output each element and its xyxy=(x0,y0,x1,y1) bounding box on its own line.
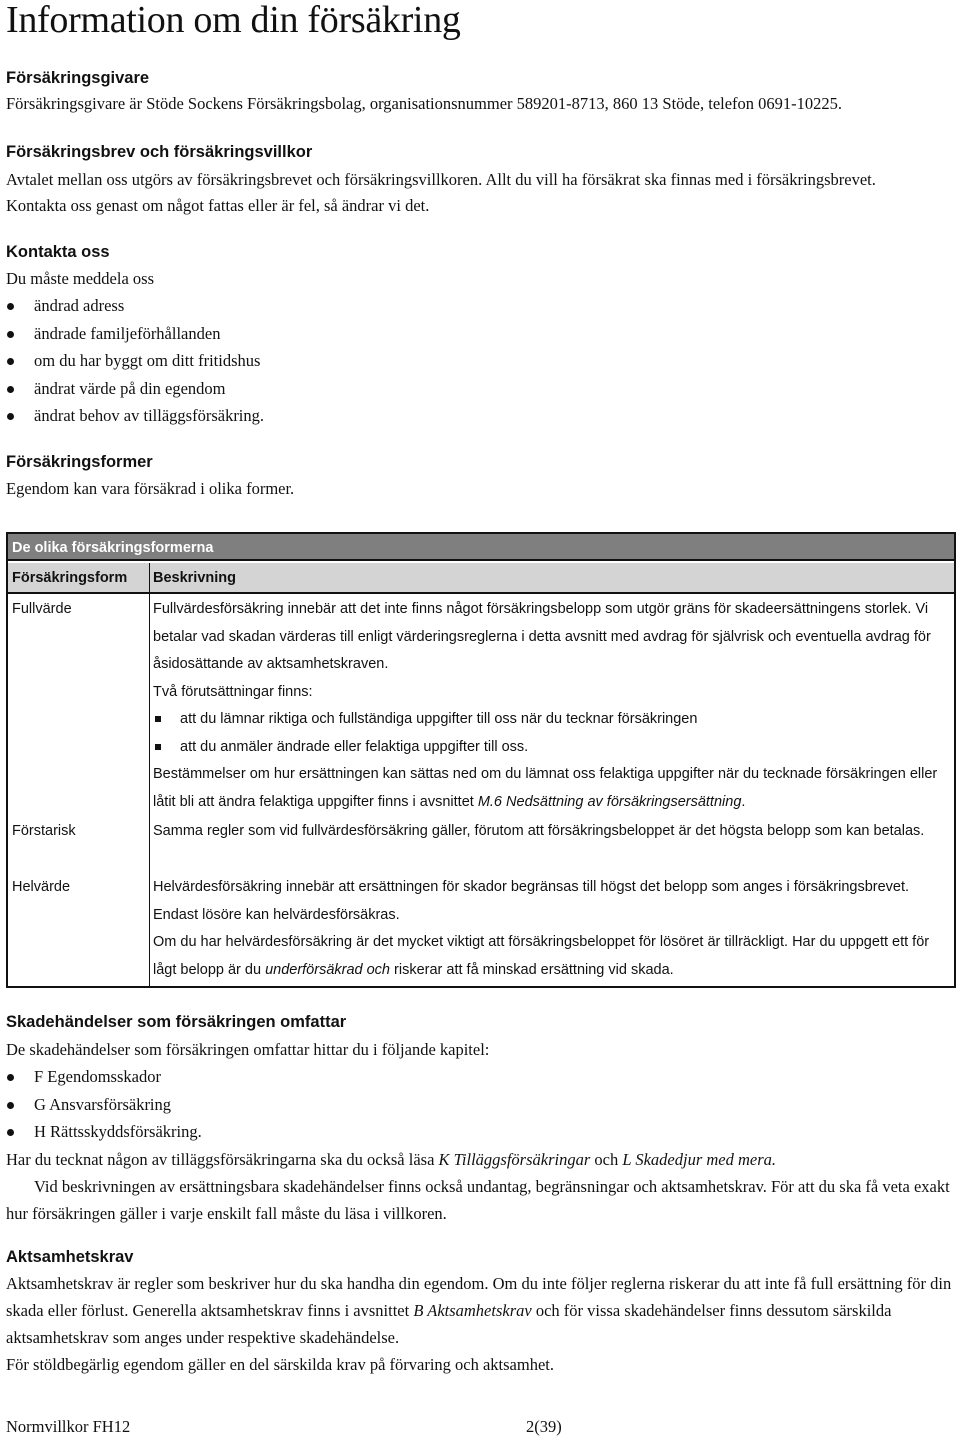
row-label-helvarde: Helvärde xyxy=(12,879,71,895)
policy-text: Avtalet mellan oss utgörs av försäkringsbrevet och försäkringsvillkoren. Allt du vill ha försäkrat ska finnas med i försäkringsbrevet. Kontakta oss genast om något fattas eller är fel, så ändrar vi det. xyxy=(6,170,876,215)
contact-list xyxy=(6,292,954,430)
fullvarde-conditions xyxy=(153,706,953,761)
policy-heading: Försäkringsbrev och försäkringsvillkor xyxy=(6,143,313,161)
column-divider xyxy=(149,563,150,986)
list-item: att du lämnar riktiga och fullständiga uppgifter till oss när du tecknar försäkringen xyxy=(153,706,953,734)
footer-page-number: 2(39) xyxy=(526,1417,562,1436)
fullvarde-p1: Fullvärdesförsäkring innebär att det inte finns något försäkringsbelopp som utgör gräns för skadeersättningens storlek. Vi betalar vad skadan värderas till enligt värderingsreglerna i detta avsnitt med avdrag för självrisk och eventuella avdrag för åsidosättande av aktsamhetskraven. xyxy=(153,601,931,672)
damage-intro: De skadehändelser som försäkringen omfattar hittar du i följande kapitel: xyxy=(6,1040,490,1059)
care-p1: Aktsamhetskrav är regler som beskriver hur du ska handha din egendom. Om du inte följer reglerna riskerar du att inte få full ersättning för din skada eller förlust. Generella aktsamhetskrav finns i avsnittet B Aktsamhetskrav och för vissa skadehändelser finns dessutom särskilda aktsamhetskrav som anges under respektive skadehändelse. xyxy=(6,1274,952,1347)
row-description-fullvarde xyxy=(153,596,953,816)
list-item: ändrad adress xyxy=(6,292,954,320)
contact-section xyxy=(6,242,954,430)
fullvarde-p2: Två förutsättningar finns: xyxy=(153,683,313,700)
damage-p2: Vid beskrivningen av ersättningsbara skadehändelser finns också undantag, begränsningar och aktsamhetskrav. För att du ska få veta exakt hur försäkringen gäller i varje enskilt fall måste du läsa i villkoren. xyxy=(6,1176,950,1223)
row-label-forstarisk: Förstarisk xyxy=(12,823,76,839)
insurance-forms-table xyxy=(6,532,956,988)
column-header-form: Försäkringsform xyxy=(12,570,128,586)
row-description-forstarisk: Samma regler som vid fullvärdesförsäkring gäller, förutom att försäkringsbeloppet är det högsta belopp som kan betalas. xyxy=(153,823,925,839)
list-item: om du har byggt om ditt fritidshus xyxy=(6,347,954,375)
list-item: G Ansvarsförsäkring xyxy=(6,1091,954,1119)
list-item: ändrat värde på din egendom xyxy=(6,375,954,403)
helvarde-p1: Helvärdesförsäkring innebär att ersättningen för skador begränsas till högst det belopp som anges i försäkringsbrevet. Endast lösöre kan helvärdesförsäkras. xyxy=(153,879,910,923)
column-header-description: Beskrivning xyxy=(153,570,236,586)
damage-chapter-list xyxy=(6,1063,954,1146)
insurer-section xyxy=(6,68,954,117)
insurer-heading: Försäkringsgivare xyxy=(6,69,150,87)
fullvarde-p3: Bestämmelser om hur ersättningen kan sättas ned om du lämnat oss felaktiga uppgifter när du tecknade försäkringen eller låtit bli att ändra felaktiga uppgifter finns i avsnittet M.6 Nedsättning av försäkringsersättning. xyxy=(153,766,938,810)
list-item: ändrat behov av tilläggsförsäkring. xyxy=(6,402,954,430)
insurer-text: Försäkringsgivare är Stöde Sockens Försäkringsbolag, organisationsnummer 589201-8713, 860 13 Stöde, telefon 0691-10225. xyxy=(6,94,843,113)
table-title: De olika försäkringsformerna xyxy=(8,534,954,561)
row-description-helvarde xyxy=(153,874,953,984)
list-item: ändrade familjeförhållanden xyxy=(6,320,954,348)
forms-section xyxy=(6,452,954,502)
footer-document-name: Normvillkor FH12 xyxy=(6,1417,131,1436)
damage-section xyxy=(6,1012,954,1227)
care-heading: Aktsamhetskrav xyxy=(6,1248,134,1266)
row-label-fullvarde: Fullvärde xyxy=(12,601,72,617)
contact-intro: Du måste meddela oss xyxy=(6,269,155,288)
forms-heading: Försäkringsformer xyxy=(6,453,153,471)
damage-p1: Har du tecknat någon av tilläggsförsäkringarna ska du också läsa K Tilläggsförsäkringar och L Skadedjur med mera. xyxy=(6,1149,777,1169)
list-item: att du anmäler ändrade eller felaktiga uppgifter till oss. xyxy=(153,734,953,762)
care-section xyxy=(6,1247,954,1378)
list-item: H Rättsskyddsförsäkring. xyxy=(6,1118,954,1146)
helvarde-p2: Om du har helvärdesförsäkring är det mycket viktigt att försäkringsbeloppet för lösöret är tillräckligt. Har du uppgett ett för lågt belopp är du underförsäkrad och riskerar att få minskad ersättning vid skada. xyxy=(153,934,930,978)
policy-section xyxy=(6,142,954,219)
forms-text: Egendom kan vara försäkrad i olika former. xyxy=(6,479,295,498)
contact-heading: Kontakta oss xyxy=(6,243,110,261)
damage-heading: Skadehändelser som försäkringen omfattar xyxy=(6,1013,347,1031)
care-p2: För stöldbegärlig egendom gäller en del särskilda krav på förvaring och aktsamhet. xyxy=(6,1355,554,1374)
page-title: Information om din försäkring xyxy=(6,0,461,41)
list-item: F Egendomsskador xyxy=(6,1063,954,1091)
